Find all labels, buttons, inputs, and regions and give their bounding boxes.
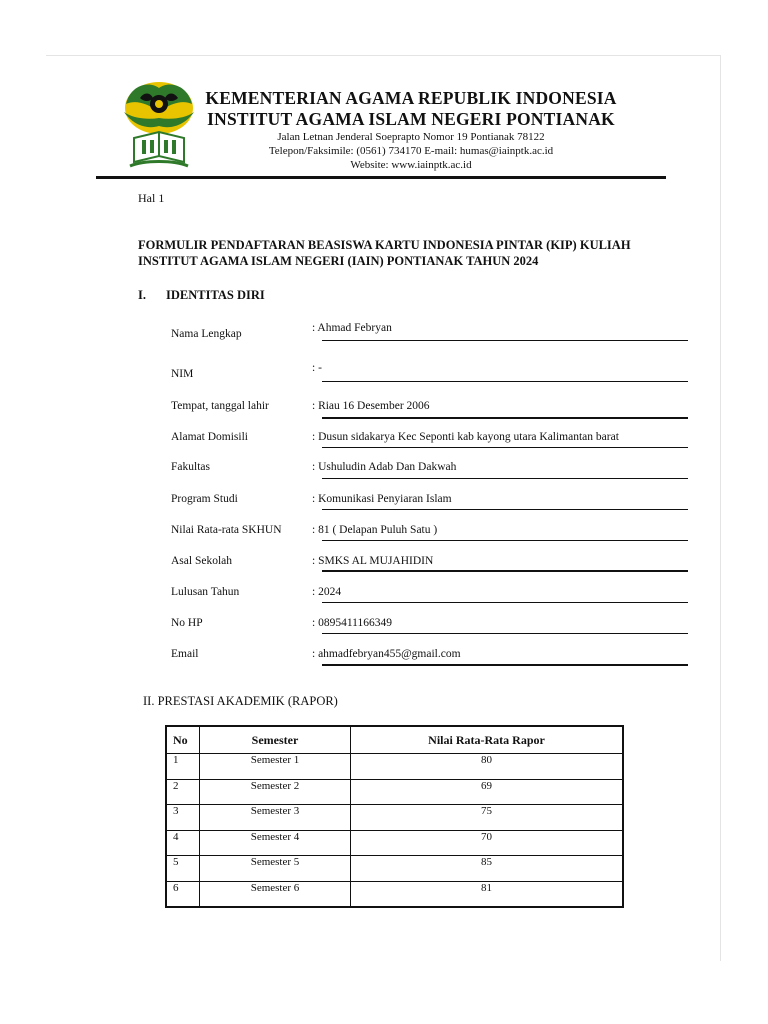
field-value-nim: : - xyxy=(312,362,322,374)
field-line-nama xyxy=(322,340,688,341)
institute-contact: Telepon/Faksimile: (0561) 734170 E-mail: humas@iainptk.ac.id xyxy=(268,145,554,157)
form-title xyxy=(138,237,631,269)
table-row xyxy=(166,754,623,780)
cell-nilai: 70 xyxy=(351,830,624,856)
cell-no: 1 xyxy=(166,754,200,780)
institute-name: INSTITUT AGAMA ISLAM NEGERI PONTIANAK xyxy=(207,109,615,129)
cell-no: 4 xyxy=(166,830,200,856)
field-value-skhun: : 81 ( Delapan Puluh Satu ) xyxy=(312,524,438,536)
table-row xyxy=(166,779,623,805)
cell-no: 3 xyxy=(166,805,200,831)
cell-nilai: 75 xyxy=(351,805,624,831)
field-value-nama: : Ahmad Febryan xyxy=(312,322,392,334)
field-line-email xyxy=(322,664,688,666)
ministry-name: KEMENTERIAN AGAMA REPUBLIK INDONESIA xyxy=(205,88,617,108)
cell-nilai: 85 xyxy=(351,856,624,882)
field-label-nama: Nama Lengkap xyxy=(171,328,242,340)
field-value-alamat: : Dusun sidakarya Kec Seponti kab kayong utara Kalimantan barat xyxy=(312,431,619,443)
field-label-fakultas: Fakultas xyxy=(171,461,210,473)
cell-nilai: 81 xyxy=(351,881,624,907)
cell-nilai: 69 xyxy=(351,779,624,805)
field-value-prodi: : Komunikasi Penyiaran Islam xyxy=(312,493,452,505)
page-subject: Hal 1 xyxy=(138,191,165,205)
section-title: IDENTITAS DIRI xyxy=(166,288,265,302)
field-label-nohp: No HP xyxy=(171,617,203,629)
table-row xyxy=(166,856,623,882)
field-label-sekolah: Asal Sekolah xyxy=(171,555,233,567)
field-label-ttl: Tempat, tanggal lahir xyxy=(171,400,269,412)
table-row xyxy=(166,830,623,856)
cell-no: 6 xyxy=(166,881,200,907)
header-no: No xyxy=(166,726,200,754)
form-title-line-1: FORMULIR PENDAFTARAN BEASISWA KARTU INDONESIA PINTAR (KIP) KULIAH xyxy=(138,238,631,252)
field-line-fakultas xyxy=(322,478,688,479)
field-label-skhun: Nilai Rata-rata SKHUN xyxy=(171,524,282,536)
rapor-table xyxy=(165,725,624,908)
letterhead xyxy=(196,88,626,172)
field-value-ttl: : Riau 16 Desember 2006 xyxy=(312,400,430,412)
section-academic-heading: II. PRESTASI AKADEMIK (RAPOR) xyxy=(143,694,338,708)
cell-semester: Semester 1 xyxy=(200,754,351,780)
field-value-fakultas: : Ushuludin Adab Dan Dakwah xyxy=(312,461,457,473)
field-label-email: Email xyxy=(171,648,199,660)
section-identity-heading xyxy=(138,288,265,303)
iain-pontianak-emblem-icon xyxy=(120,78,198,172)
field-line-alamat xyxy=(322,447,688,448)
field-label-prodi: Program Studi xyxy=(171,493,238,505)
field-value-nohp: : 0895411166349 xyxy=(312,617,392,629)
cell-semester: Semester 6 xyxy=(200,881,351,907)
header-semester: Semester xyxy=(200,726,351,754)
field-label-lulusan: Lulusan Tahun xyxy=(171,586,240,598)
cell-semester: Semester 5 xyxy=(200,856,351,882)
field-label-alamat: Alamat Domisili xyxy=(171,431,248,443)
cell-no: 2 xyxy=(166,779,200,805)
header-nilai: Nilai Rata-Rata Rapor xyxy=(351,726,624,754)
cell-semester: Semester 4 xyxy=(200,830,351,856)
letterhead-divider xyxy=(96,176,666,179)
field-line-prodi xyxy=(322,509,688,510)
field-line-lulusan xyxy=(322,602,688,603)
institute-website: Website: www.iainptk.ac.id xyxy=(350,159,472,171)
cell-nilai: 80 xyxy=(351,754,624,780)
field-line-nim xyxy=(322,381,688,382)
field-value-sekolah: : SMKS AL MUJAHIDIN xyxy=(312,555,434,567)
field-line-nohp xyxy=(322,633,688,634)
table-header-row xyxy=(166,726,623,754)
cell-no: 5 xyxy=(166,856,200,882)
field-line-skhun xyxy=(322,540,688,541)
cell-semester: Semester 2 xyxy=(200,779,351,805)
cell-semester: Semester 3 xyxy=(200,805,351,831)
field-value-lulusan: : 2024 xyxy=(312,586,342,598)
table-row xyxy=(166,805,623,831)
field-value-email: : ahmadfebryan455@gmail.com xyxy=(312,648,461,660)
table-row xyxy=(166,881,623,907)
institute-address: Jalan Letnan Jenderal Soeprapto Nomor 19 Pontianak 78122 xyxy=(277,131,545,143)
section-number: I. xyxy=(138,288,146,302)
form-title-line-2: INSTITUT AGAMA ISLAM NEGERI (IAIN) PONTIANAK TAHUN 2024 xyxy=(138,254,539,268)
field-line-ttl xyxy=(322,417,688,419)
field-line-sekolah xyxy=(322,570,688,572)
field-label-nim: NIM xyxy=(171,368,194,380)
